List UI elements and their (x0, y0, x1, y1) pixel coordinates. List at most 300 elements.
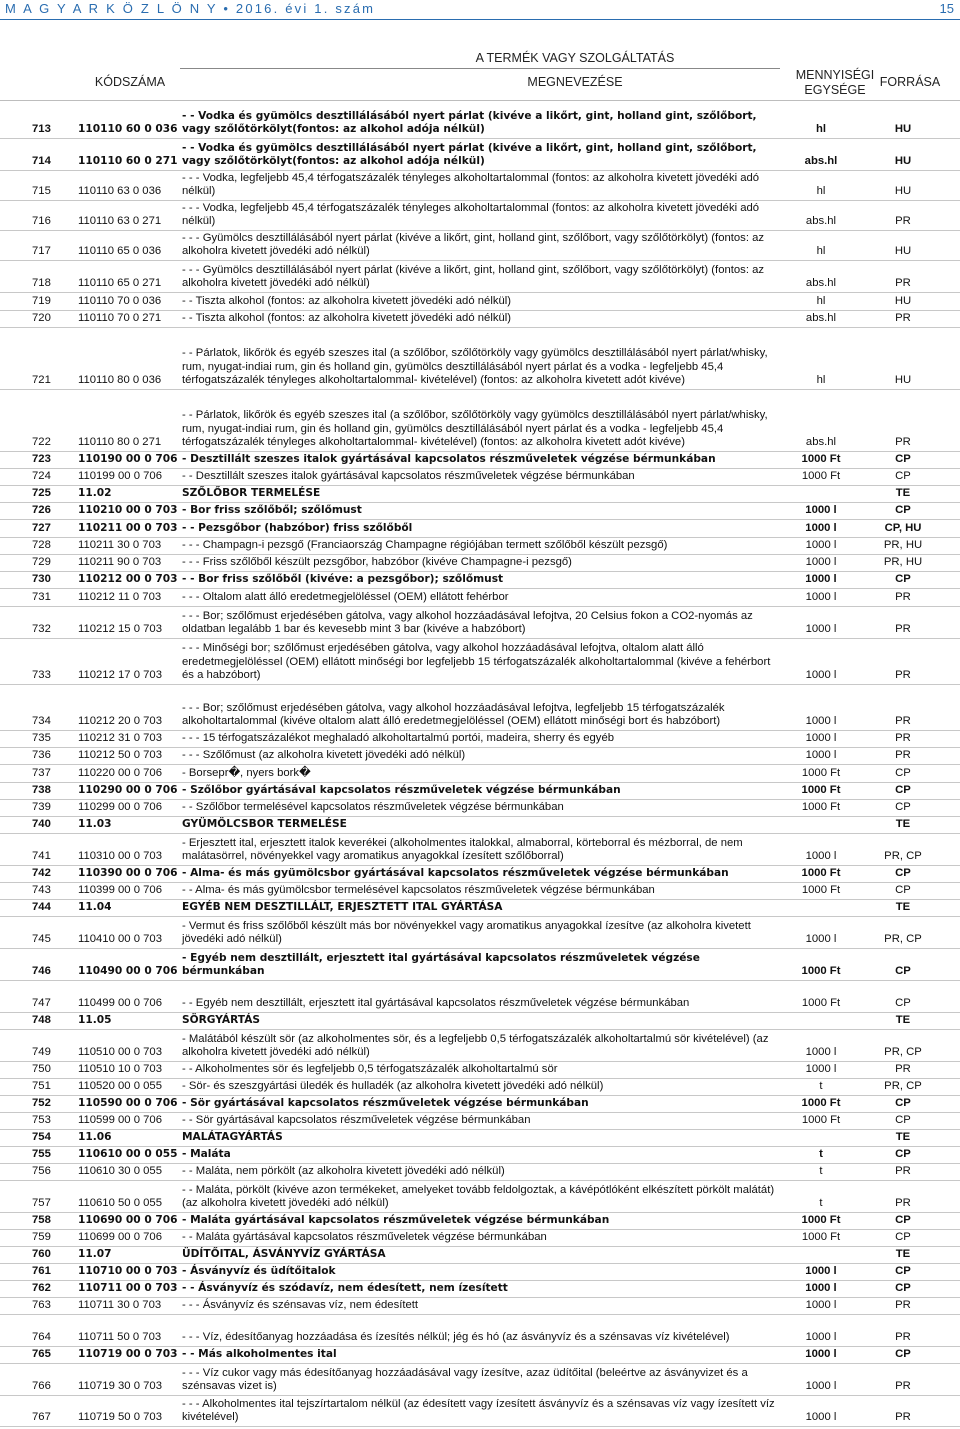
unit-of-measure: 1000 Ft (801, 470, 841, 483)
data-source: PR (895, 623, 911, 636)
product-description: - - - Minőségi bor; szőlőmust erjedésében gátolva, vagy alkohol hozzáadásával lefojtva, oltalom alatt álló eredetmegjelöléssel (OEM) ellátott minőségi bor legfeljebb 15 térfogatszázalék alkoholtartalommal (kivéve a fehérbort és a habzóbort) (182, 641, 771, 682)
product-code: 110211 00 0 703 (78, 522, 178, 535)
row-number: 745 (32, 933, 51, 946)
product-description: - - - Bor; szőlőmust erjedésében gátolva, vagy alkohol hozzáadásával lefojtva, legfeljebb 15 térfogatszázalék alkoholtartalommal (kivéve oltalom alatt álló eredetmegjelöléssel (OEM) ellátott minőségi bort és habzóbort) (182, 701, 725, 728)
row-number: 714 (32, 155, 51, 168)
row-number: 747 (32, 997, 51, 1010)
product-description: - - Alma- és más gyümölcsbor termelésével kapcsolatos részműveletek végzése bérmunkában (182, 884, 655, 897)
unit-of-measure: 1000 l (805, 522, 837, 535)
table-row (0, 589, 960, 607)
unit-of-measure: 1000 l (805, 715, 837, 728)
product-description: GYÜMÖLCSBOR TERMELÉSE (182, 818, 347, 831)
row-number: 742 (32, 867, 51, 880)
data-source: PR (895, 749, 911, 762)
data-source: HU (894, 374, 912, 387)
data-source: PR (895, 436, 911, 449)
row-number: 718 (32, 277, 51, 290)
unit-of-measure: 1000 Ft (801, 1097, 841, 1110)
data-source: PR, CP (884, 933, 922, 946)
row-number: 764 (32, 1331, 51, 1344)
table-row (0, 261, 960, 293)
row-number: 761 (32, 1265, 51, 1278)
unit-of-measure: 1000 l (805, 1265, 837, 1278)
product-description: - - Párlatok, likőrök és egyéb szeszes ital (a szőlőbor, szőlőtörköly vagy gyümölcs desztillálásából nyert párlat/whisky, rum, nyugat-indiai rum, gin és holland gin, gyümölcs desztillálásából nyert párlat és a vodka - legfeljebb 45,4 térfogatszázalék tényleges alkoholtartalommal- kivételével) (fontos: az alkoholra kivetett adót kivéve) (182, 346, 768, 387)
product-code: 110110 63 0 036 (78, 185, 162, 198)
table-row (0, 783, 960, 800)
product-description: - - Más alkoholmentes ital (182, 1348, 337, 1361)
table-row (0, 469, 960, 486)
table-row (0, 572, 960, 589)
product-description: - - Bor friss szőlőből (kivéve: a pezsgőbor); szőlőmust (182, 573, 504, 586)
row-number: 752 (32, 1097, 51, 1110)
product-description: - Desztillált szeszes italok gyártásával kapcsolatos részműveletek végzése bérmunkában (182, 453, 716, 466)
data-source: CP (895, 470, 911, 483)
product-code: 110499 00 0 706 (78, 997, 162, 1010)
table-row (0, 139, 960, 171)
data-source: PR (895, 715, 911, 728)
product-code: 110290 00 0 706 (78, 784, 178, 797)
row-number: 716 (32, 215, 51, 228)
data-source: TE (895, 1131, 911, 1144)
product-description: - - Desztillált szeszes italok gyártásával kapcsolatos részműveletek végzése bérmunkában (182, 470, 635, 483)
row-number: 724 (32, 470, 51, 483)
product-code: 110199 00 0 706 (78, 470, 162, 483)
table-row (0, 1181, 960, 1213)
row-number: 754 (32, 1131, 51, 1144)
unit-of-measure: 1000 Ft (801, 801, 841, 814)
product-description: - Vermut és friss szőlőből készült más bor növényekkel vagy aromatikus anyagokkal ízesítve (az alkoholra kivetett jövedéki adó nélkül) (182, 919, 751, 946)
product-description: - Sör- és szeszgyártási üledék és hulladék (az alkoholra kivetett jövedéki adó nélkül) (182, 1080, 604, 1093)
data-source: TE (895, 901, 911, 914)
row-number: 741 (32, 850, 51, 863)
row-number: 722 (32, 436, 51, 449)
table-row (0, 503, 960, 520)
table-row (0, 917, 960, 949)
row-number: 740 (32, 818, 51, 831)
product-description: - Bor friss szőlőből; szőlőmust (182, 504, 362, 517)
row-number: 749 (32, 1046, 51, 1059)
data-source: PR, CP (884, 1080, 922, 1093)
product-code: 110110 65 0 036 (78, 245, 162, 258)
product-code: 110510 00 0 703 (78, 1046, 162, 1059)
product-code: 110699 00 0 706 (78, 1231, 162, 1244)
data-source: PR (895, 1411, 911, 1424)
row-number: 737 (32, 767, 51, 780)
product-description: SÖRGYÁRTÁS (182, 1014, 261, 1027)
table-row (0, 293, 960, 311)
unit-of-measure: t (819, 1148, 823, 1161)
product-description: - - Egyéb nem desztillált, erjesztett ital gyártásával kapcsolatos részműveletek végzése bérmunkában (182, 997, 690, 1010)
product-description: - - Ásványvíz és szódavíz, nem édesített, nem ízesített (182, 1282, 508, 1295)
row-number: 732 (32, 623, 51, 636)
table-row (0, 1213, 960, 1230)
page-header (0, 0, 960, 20)
row-number: 765 (32, 1348, 51, 1361)
unit-of-measure: abs.hl (805, 277, 837, 290)
header-source: FORRÁSA (879, 75, 941, 89)
row-number: 739 (32, 801, 51, 814)
unit-of-measure: hl (815, 123, 827, 136)
unit-of-measure: abs.hl (804, 155, 838, 168)
row-number: 760 (32, 1248, 51, 1261)
product-code: 110520 00 0 055 (78, 1080, 162, 1093)
table-row (0, 1315, 960, 1347)
product-description: - - - Ásványvíz és szénsavas víz, nem édesített (182, 1299, 419, 1312)
row-number: 729 (32, 556, 51, 569)
row-number: 762 (32, 1282, 51, 1295)
table-row (0, 607, 960, 639)
unit-of-measure: 1000 l (805, 573, 837, 586)
product-description: - - Tiszta alkohol (fontos: az alkoholra kivetett jövedéki adó nélkül) (182, 312, 512, 325)
product-code: 110110 70 0 271 (78, 312, 162, 325)
table-row (0, 685, 960, 731)
product-description: SZŐLŐBOR TERMELÉSE (182, 487, 321, 500)
product-description: - - - Víz cukor vagy más édesítőanyag hozzáadásával vagy ízesítve, azaz üdítőital (beleértve az ásványvizet és a szénsavas vizet is) (182, 1366, 748, 1393)
product-description: - - Maláta, pörkölt (kivéve azon termékeket, amelyeket tovább feldolgoztak, a kávépótlóként elkészített pörkölt malátát) (az alkoholra kivetett jövedéki adó nélkül) (182, 1183, 775, 1210)
data-source: PR (895, 1331, 911, 1344)
data-source: TE (895, 487, 911, 500)
row-number: 723 (32, 453, 51, 466)
unit-of-measure: 1000 l (805, 749, 837, 762)
table-row (0, 538, 960, 555)
product-code: 110719 00 0 703 (78, 1348, 178, 1361)
product-code: 110110 63 0 271 (78, 215, 162, 228)
data-source: HU (894, 185, 912, 198)
row-number: 755 (32, 1148, 51, 1161)
table-row (0, 1130, 960, 1147)
product-description: - - - Alkoholmentes ital tejszírtartalom nélkül (az édesített vagy ízesített ásványvíz és a szénsavas víz vagy ízesített víz kivételével) (182, 1397, 775, 1424)
product-code: 110212 11 0 703 (78, 591, 162, 604)
product-description: - - Vodka és gyümölcs desztillálásából nyert párlat (kivéve a likőrt, gint, holland gint, szőlőbort, vagy szőlőtörkölyt(fontos: az alkohol adója nélkül) (182, 141, 757, 168)
table-row (0, 1096, 960, 1113)
product-description: ÜDÍTŐITAL, ÁSVÁNYVÍZ GYÁRTÁSA (182, 1248, 386, 1261)
row-number: 726 (32, 504, 51, 517)
product-code: 110719 50 0 703 (78, 1411, 162, 1424)
table-row (0, 981, 960, 1013)
table-row (0, 390, 960, 452)
unit-of-measure: 1000 Ft (801, 965, 841, 978)
row-number: 727 (32, 522, 51, 535)
data-source: CP (895, 1231, 911, 1244)
product-code: 11.02 (78, 487, 112, 500)
product-description: - - - 15 térfogatszázalékot meghaladó alkoholtartalmú portói, madeira, sherry és egyéb (182, 732, 615, 745)
data-source: CP (895, 1282, 911, 1295)
product-description: - Malátából készült sör (az alkoholmentes sör, és a legfeljebb 0,5 térfogatszázalék alkoholtartalmú sör kivételével) (az alkoholra kivetett jövedéki adó nélkül) (182, 1032, 769, 1059)
product-code: 110212 20 0 703 (78, 715, 162, 728)
data-source: PR (895, 312, 911, 325)
product-description: - - Tiszta alkohol (fontos: az alkoholra kivetett jövedéki adó nélkül) (182, 295, 512, 308)
product-code: 11.05 (78, 1014, 112, 1027)
table-row (0, 639, 960, 685)
page-number: 15 (939, 1, 954, 16)
row-number: 725 (32, 487, 51, 500)
data-source: PR (895, 732, 911, 745)
product-code: 110610 50 0 055 (78, 1197, 162, 1210)
product-code: 110711 50 0 703 (78, 1331, 162, 1344)
product-code: 110510 10 0 703 (78, 1063, 162, 1076)
product-code: 11.04 (78, 901, 112, 914)
product-code: 110711 30 0 703 (78, 1299, 162, 1312)
table-header (0, 48, 960, 104)
data-source: PR, HU (883, 556, 923, 569)
product-description: - Sör gyártásával kapcsolatos részműveletek végzése bérmunkában (182, 1097, 589, 1110)
unit-of-measure: 1000 l (805, 504, 837, 517)
product-description: - - Maláta gyártásával kapcsolatos részműveletek végzése bérmunkában (182, 1231, 547, 1244)
row-number: 713 (32, 123, 51, 136)
data-source: PR (895, 215, 911, 228)
table-row (0, 1030, 960, 1062)
product-description: - Szőlőbor gyártásával kapcsolatos részműveletek végzése bérmunkában (182, 784, 621, 797)
table-row (0, 731, 960, 748)
unit-of-measure: 1000 Ft (801, 867, 841, 880)
data-source: PR (895, 669, 911, 682)
table-row (0, 1230, 960, 1247)
product-description: EGYÉB NEM DESZTILLÁLT, ERJESZTETT ITAL GYÁRTÁSA (182, 901, 503, 914)
product-code: 11.06 (78, 1131, 112, 1144)
table-row (0, 748, 960, 765)
table-row (0, 555, 960, 572)
table-row (0, 1298, 960, 1315)
product-description: - - - Friss szőlőből készült pezsgőbor, habzóbor (kivéve Champagne-i pezsgő) (182, 556, 572, 569)
row-number: 738 (32, 784, 51, 797)
table-row (0, 171, 960, 201)
unit-of-measure: 1000 l (805, 1348, 837, 1361)
data-source: CP (895, 573, 911, 586)
unit-of-measure: t (819, 1165, 823, 1178)
row-number: 756 (32, 1165, 51, 1178)
data-source: PR (895, 1197, 911, 1210)
product-description: - - Szőlőbor termelésével kapcsolatos részműveletek végzése bérmunkában (182, 801, 564, 814)
product-code: 110212 17 0 703 (78, 669, 162, 682)
unit-of-measure: 1000 Ft (801, 1214, 841, 1227)
product-code: 110711 00 0 703 (78, 1282, 178, 1295)
product-description: - - Párlatok, likőrök és egyéb szeszes ital (a szőlőbor, szőlőtörköly vagy gyümölcs desztillálásából nyert párlat/whisky, rum, nyugat-indiai rum, gin és holland gin, gyümölcs desztillálásából nyert párlat és a vodka - legfeljebb 45,4 térfogatszázalék tényleges alkoholtartalommal- kivételével) (fontos: az alkoholra kivetett adót kivéve) (182, 408, 768, 449)
product-code: 110710 00 0 703 (78, 1265, 178, 1278)
product-code: 110212 31 0 703 (78, 732, 162, 745)
data-source: CP (895, 767, 911, 780)
row-number: 753 (32, 1114, 51, 1127)
header-unit-line1: MENNYISÉGI (795, 68, 875, 82)
unit-of-measure: 1000 l (805, 1331, 837, 1344)
row-number: 759 (32, 1231, 51, 1244)
unit-of-measure: t (819, 1080, 823, 1093)
table-row (0, 900, 960, 917)
product-description: - - Maláta, nem pörkölt (az alkoholra kivetett jövedéki adó nélkül) (182, 1165, 505, 1178)
product-code: 110110 60 0 036 (78, 123, 178, 136)
header-group-title: A TERMÉK VAGY SZOLGÁLTATÁS (475, 51, 675, 65)
unit-of-measure: hl (816, 245, 826, 258)
header-divider (180, 68, 780, 69)
data-source: CP (895, 1097, 911, 1110)
row-number: 746 (32, 965, 51, 978)
unit-of-measure: 1000 l (805, 850, 837, 863)
unit-of-measure: 1000 l (805, 732, 837, 745)
row-number: 744 (32, 901, 51, 914)
product-code: 110410 00 0 703 (78, 933, 162, 946)
header-unit-line2: EGYSÉGE (804, 83, 866, 97)
table-row (0, 1396, 960, 1427)
data-source: HU (894, 123, 912, 136)
product-code: 110590 00 0 706 (78, 1097, 178, 1110)
data-source: HU (894, 155, 912, 168)
product-code: 110490 00 0 706 (78, 965, 178, 978)
row-number: 731 (32, 591, 51, 604)
unit-of-measure: 1000 l (805, 669, 837, 682)
table-row (0, 800, 960, 817)
row-number: 721 (32, 374, 51, 387)
unit-of-measure: 1000 Ft (801, 997, 841, 1010)
row-number: 715 (32, 185, 51, 198)
row-number: 720 (32, 312, 51, 325)
table-row (0, 817, 960, 834)
product-code: 110310 00 0 703 (78, 850, 162, 863)
product-description: - - - Oltalom alatt álló eredetmegjelöléssel (OEM) ellátott fehérbor (182, 591, 509, 604)
product-code: 110212 50 0 703 (78, 749, 162, 762)
row-number: 733 (32, 669, 51, 682)
data-source: PR (895, 1380, 911, 1393)
product-code: 110690 00 0 706 (78, 1214, 178, 1227)
table-row (0, 1281, 960, 1298)
unit-of-measure: 1000 Ft (801, 1231, 841, 1244)
product-description: - - - Víz, édesítőanyag hozzáadása és ízesítés nélkül; jég és hó (az ásványvíz és a szénsavas víz kivételével) (182, 1331, 730, 1344)
product-description: - - - Gyümölcs desztillálásából nyert párlat (kivéve a likőrt, gint, holland gint, szőlőbort, vagy szőlőtörkölyt) (fontos: az alkoholra kivetett jövedéki adó nélkül) (182, 231, 765, 258)
table-row (0, 1113, 960, 1130)
row-number: 751 (32, 1080, 51, 1093)
data-source: TE (895, 1014, 911, 1027)
data-source: CP (895, 1265, 911, 1278)
product-description: - - Alkoholmentes sör és legfeljebb 0,5 térfogatszázalék alkoholtartalmú sör (182, 1063, 558, 1076)
unit-of-measure: abs.hl (805, 215, 837, 228)
product-description: - - - Szőlőmust (az alkoholra kivetett jövedéki adó nélkül) (182, 749, 466, 762)
table-row (0, 1164, 960, 1181)
data-source: CP (895, 1348, 911, 1361)
unit-of-measure: 1000 Ft (801, 453, 841, 466)
unit-of-measure: 1000 l (805, 1046, 837, 1059)
table-row (0, 231, 960, 261)
product-description: - - - Bor; szőlőmust erjedésében gátolva, vagy alkohol hozzáadásával lefojtva, 20 Celsius fokon a CO2-nyomás az oldatban legalább 1 bar és kevesebb mint 3 bar (kivéve a habzóbort) (182, 609, 753, 636)
unit-of-measure: hl (816, 295, 826, 308)
data-source: PR (895, 277, 911, 290)
table-row (0, 328, 960, 390)
data-source: CP (895, 1114, 911, 1127)
product-description: MALÁTAGYÁRTÁS (182, 1131, 283, 1144)
header-code: KÓDSZÁMA (94, 75, 166, 89)
row-number: 734 (32, 715, 51, 728)
data-source: PR (895, 591, 911, 604)
row-number: 743 (32, 884, 51, 897)
table-row (0, 311, 960, 328)
publication-title: M A G Y A R K Ö Z L Ö N Y • 2016. évi 1. szám (5, 1, 376, 16)
row-number: 730 (32, 573, 51, 586)
product-code: 110110 80 0 271 (78, 436, 162, 449)
unit-of-measure: 1000 l (805, 1063, 837, 1076)
data-source: PR, CP (884, 1046, 922, 1059)
table-row (0, 1079, 960, 1096)
data-source: CP (895, 867, 911, 880)
data-source: TE (895, 1248, 911, 1261)
unit-of-measure: 1000 l (805, 623, 837, 636)
unit-of-measure: hl (816, 374, 826, 387)
data-source: CP (895, 997, 911, 1010)
row-number: 719 (32, 295, 51, 308)
product-code: 110211 90 0 703 (78, 556, 162, 569)
unit-of-measure: t (819, 1197, 823, 1210)
row-number: 757 (32, 1197, 51, 1210)
unit-of-measure: hl (816, 185, 826, 198)
unit-of-measure: 1000 Ft (801, 1114, 841, 1127)
table-row (0, 1062, 960, 1079)
product-code: 110610 00 0 055 (78, 1148, 178, 1161)
row-number: 758 (32, 1214, 51, 1227)
table-row (0, 486, 960, 503)
product-code: 110110 65 0 271 (78, 277, 162, 290)
data-source: CP (895, 453, 911, 466)
product-code: 110599 00 0 706 (78, 1114, 162, 1127)
data-source: HU (894, 295, 912, 308)
product-code: 110390 00 0 706 (78, 867, 178, 880)
data-source: CP (895, 1148, 911, 1161)
row-divider (0, 1426, 960, 1427)
product-code: 110399 00 0 706 (78, 884, 162, 897)
product-code: 110610 30 0 055 (78, 1165, 162, 1178)
unit-of-measure: 1000 l (805, 556, 837, 569)
product-description: - - - Vodka, legfeljebb 45,4 térfogatszázalék tényleges alkoholtartalommal (fontos: az alkoholra kivetett jövedéki adó nélkül) (182, 201, 760, 228)
product-description: - Ásványvíz és üdítőitalok (182, 1265, 336, 1278)
row-number: 767 (32, 1411, 51, 1424)
product-code: 110110 80 0 036 (78, 374, 162, 387)
row-number: 750 (32, 1063, 51, 1076)
data-source: PR, HU (883, 539, 923, 552)
unit-of-measure: abs.hl (805, 436, 837, 449)
product-code: 110110 70 0 036 (78, 295, 162, 308)
product-description: - Erjesztett ital, erjesztett italok keverékei (alkoholmentes italokkal, almaborral, körteborral és mézborral, de nem malátasörrel, növényekkel vagy aromatikus anyagokkal ízesített szőlőborral) (182, 836, 743, 863)
unit-of-measure: 1000 Ft (801, 884, 841, 897)
table-row (0, 949, 960, 981)
unit-of-measure: 1000 l (805, 539, 837, 552)
data-source: CP (895, 504, 911, 517)
table-row (0, 883, 960, 900)
data-source: CP (895, 1214, 911, 1227)
table-row (0, 201, 960, 231)
table-row (0, 101, 960, 139)
product-description: - - - Gyümölcs desztillálásából nyert párlat (kivéve a likőrt, gint, holland gint, szőlőbort, vagy szőlőtörkölyt) (fontos: az alkoholra kivetett jövedéki adó nélkül) (182, 263, 765, 290)
product-code: 110190 00 0 706 (78, 453, 178, 466)
header-rule (0, 19, 960, 20)
table-row (0, 866, 960, 883)
row-number: 763 (32, 1299, 51, 1312)
product-description: - Egyéb nem desztillált, erjesztett ital gyártásával kapcsolatos részműveletek végzése bérmunkában (182, 951, 700, 978)
product-code: 110210 00 0 703 (78, 504, 178, 517)
product-description: - Borsepr�, nyers bork� (182, 767, 311, 780)
header-description: MEGNEVEZÉSE (527, 75, 623, 89)
unit-of-measure: 1000 Ft (801, 767, 841, 780)
data-source: PR (895, 1063, 911, 1076)
row-number: 766 (32, 1380, 51, 1393)
unit-of-measure: 1000 l (805, 1282, 837, 1295)
row-number: 736 (32, 749, 51, 762)
product-code: 110299 00 0 706 (78, 801, 162, 814)
data-source: CP (895, 965, 911, 978)
data-source: PR (895, 1165, 911, 1178)
product-code: 110220 00 0 706 (78, 767, 162, 780)
product-description: - - Vodka és gyümölcs desztillálásából nyert párlat (kivéve a likőrt, gint, holland gint, szőlőbort, vagy szőlőtörkölyt(fontos: az alkohol adója nélkül) (182, 109, 757, 136)
product-description: - Maláta (182, 1148, 231, 1161)
table-row (0, 1013, 960, 1030)
product-code: 11.03 (78, 818, 112, 831)
table-row (0, 834, 960, 866)
table-row (0, 1147, 960, 1164)
table-row (0, 1247, 960, 1264)
